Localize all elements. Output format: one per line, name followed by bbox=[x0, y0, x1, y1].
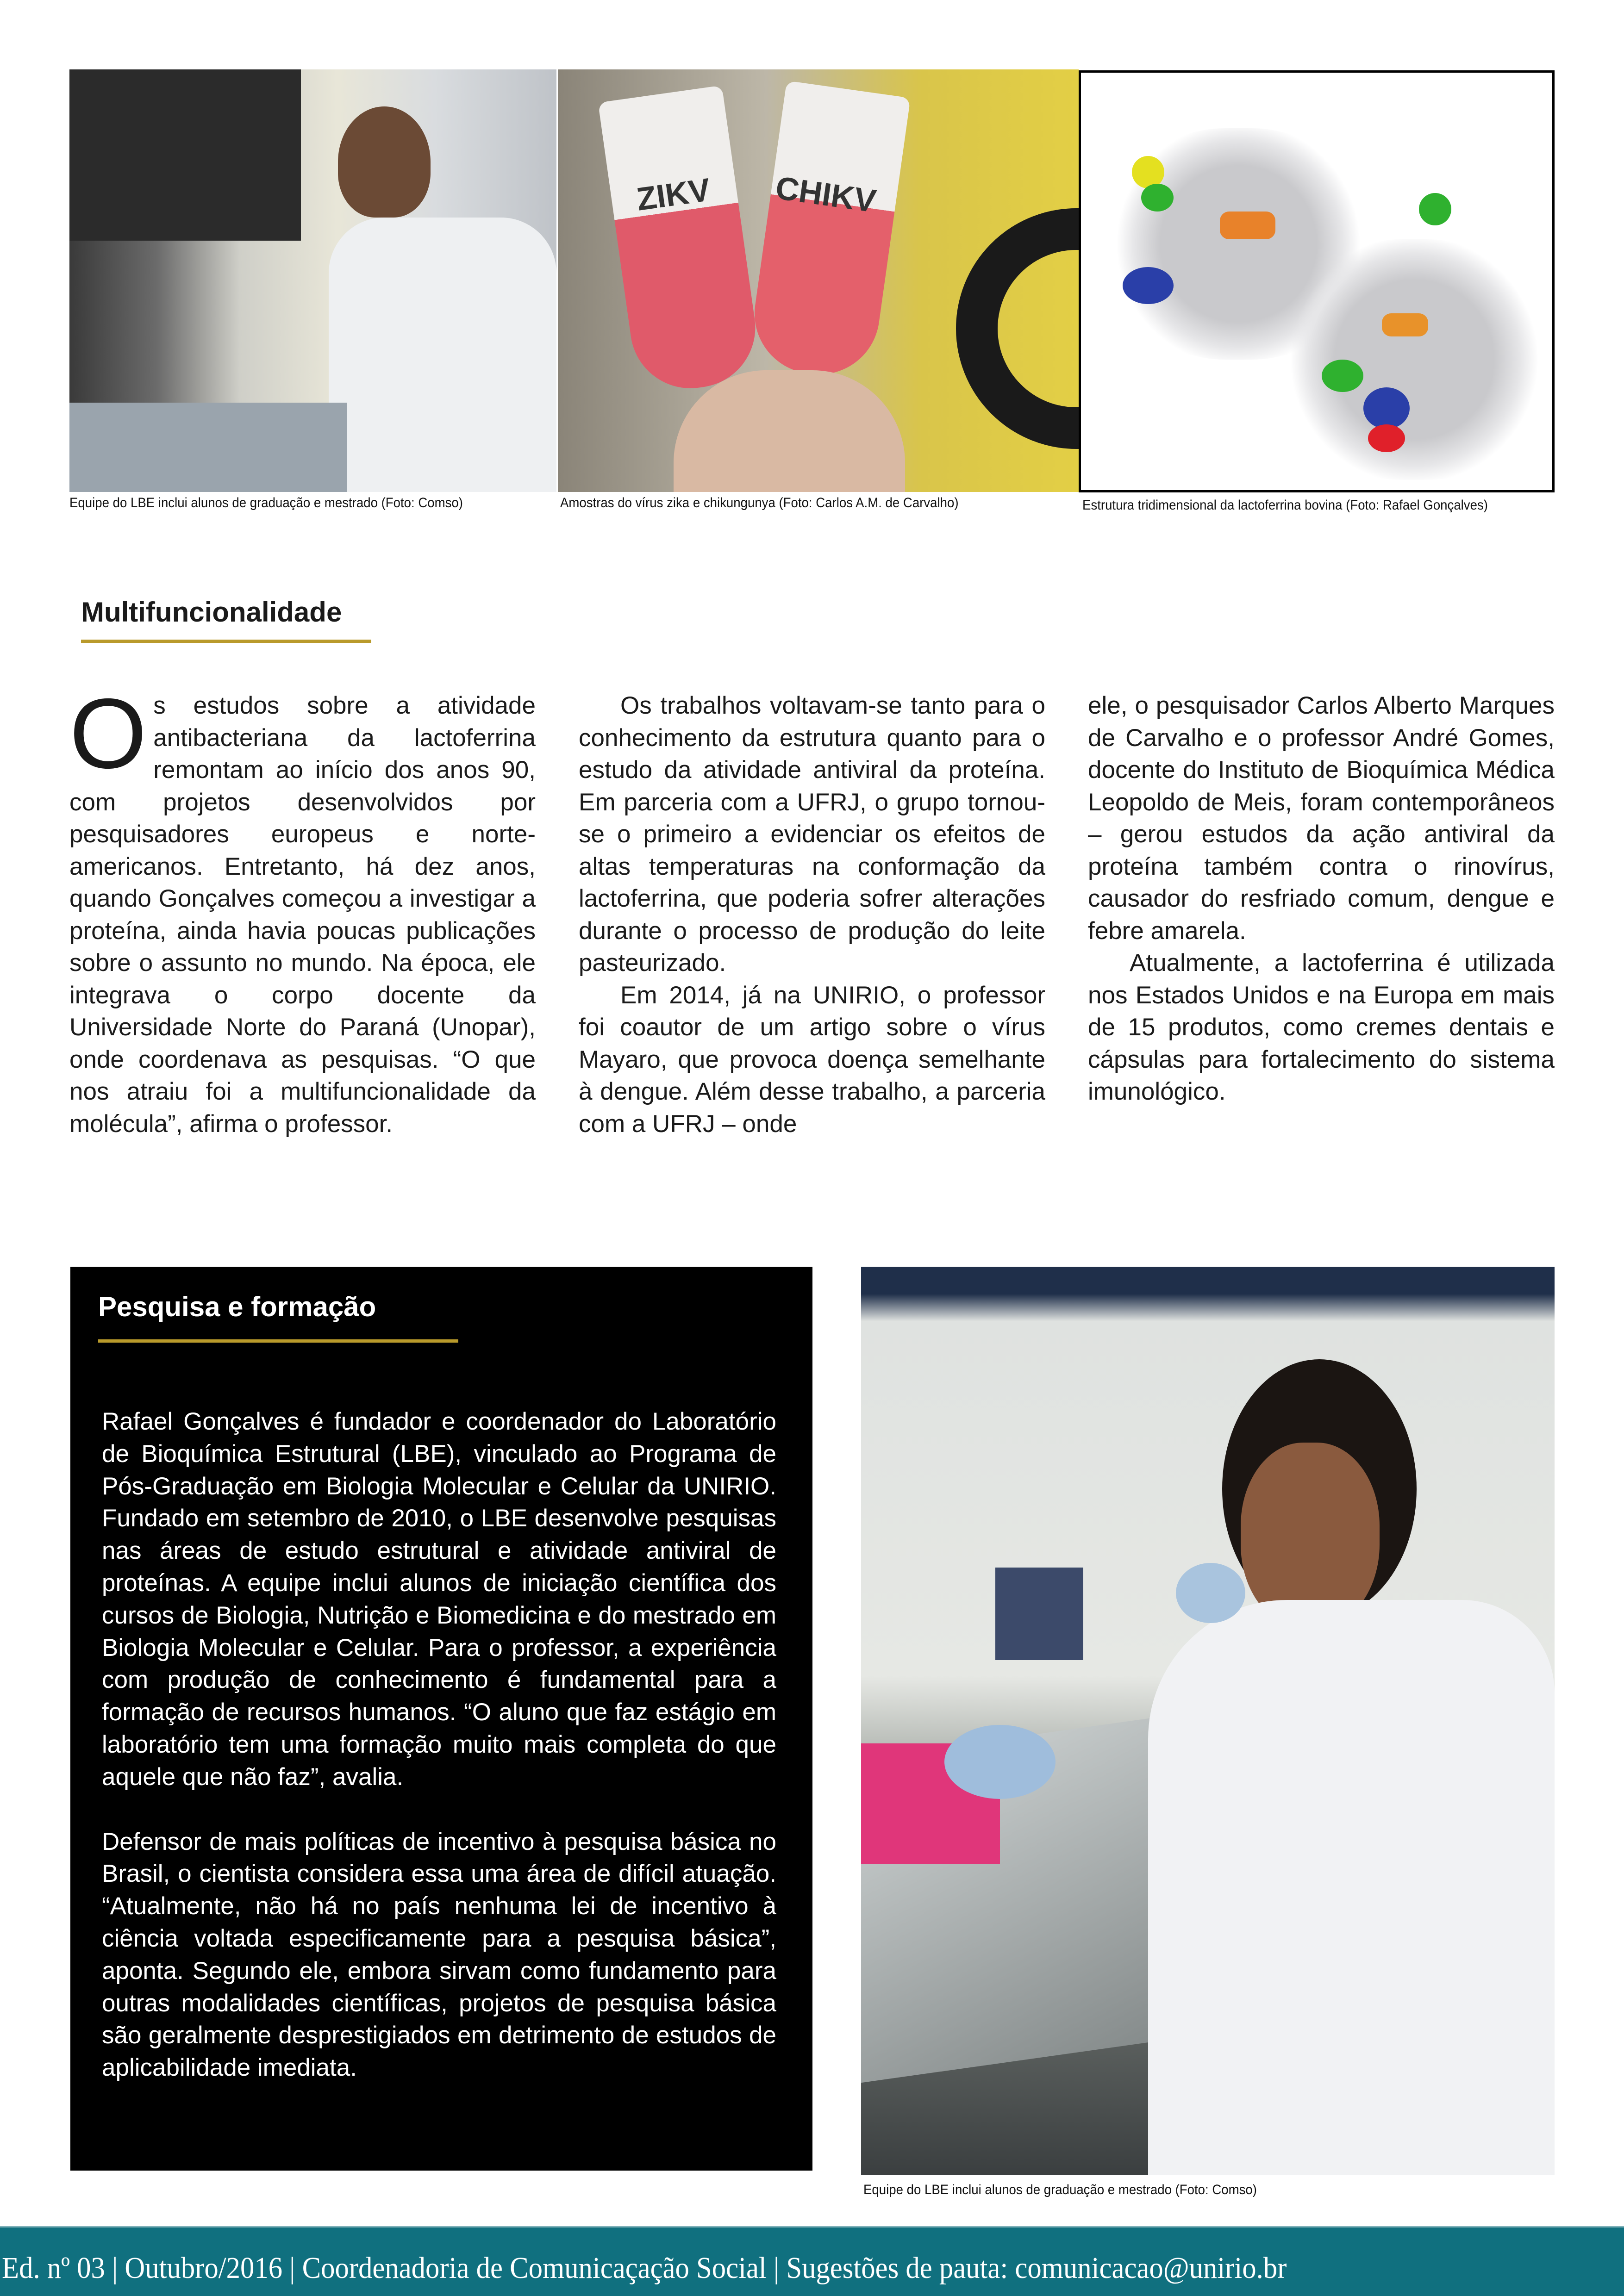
column-2-paragraph-2: Em 2014, já na UNIRIO, o professor foi coautor de um artigo sobre o vírus Mayaro, que provoca doença semelhante à dengue. Além desse trabalho, a parceria com a UFRJ – onde bbox=[579, 981, 1045, 1138]
footer-text: Ed. nº 03 | Outubro/2016 | Coordenadoria de Comunicaçação Social | Sugestões de pauta: comunicacao@unirio.br bbox=[2, 2251, 1287, 2285]
researcher-photo bbox=[861, 1267, 1555, 2175]
sidebar-heading-underline bbox=[98, 1339, 458, 1343]
sidebar-text bbox=[102, 1406, 776, 2084]
lab-team-caption: Equipe do LBE inclui alunos de graduação e mestrado (Foto: Comso) bbox=[69, 495, 463, 510]
sidebar-heading: Pesquisa e formação bbox=[98, 1291, 376, 1322]
article-column-2 bbox=[579, 690, 1045, 1140]
protein-structure-image bbox=[1079, 70, 1555, 492]
column-1-text: s estudos sobre a atividade antibacteriana da lactoferrina remontam ao início dos anos 90, com projetos desenvolvidos por pesquisadores europeus e norte-americanos. Entretanto, há dez anos, quando Gonçalves começou a investigar a proteína, ainda havia poucas publicações sobre o assunto no mundo. Na época, ele integrava o corpo docente da Universidade Norte do Paraná (Unopar), onde coordenava as pesquisas. “O que nos atraiu foi a multifuncionalidade da molécula”, afirma o professor. bbox=[69, 692, 536, 1138]
drop-cap: O bbox=[69, 678, 147, 789]
protein-structure-caption: Estrutura tridimensional da lactoferrina bovina (Foto: Rafael Gonçalves) bbox=[1082, 498, 1488, 513]
column-3-paragraph-1: ele, o pesquisador Carlos Alberto Marques de Carvalho e o professor André Gomes, docente do Instituto de Bioquímica Médica Leopoldo de Meis, foram contemporâneos – gerou estudos da ação antiviral da proteína também contra o rinovírus, causador do resfriado comum, dengue e febre amarela. bbox=[1088, 692, 1555, 945]
virus-samples-photo bbox=[558, 69, 1079, 492]
footer-bar bbox=[0, 2226, 1624, 2296]
virus-samples-caption: Amostras do vírus zika e chikungunya (Foto: Carlos A.M. de Carvalho) bbox=[560, 495, 959, 510]
sidebar-paragraph-2: Defensor de mais políticas de incentivo à pesquisa básica no Brasil, o cientista considera essa uma área de difícil atuação. “Atualmente, não há no país nenhuma lei de incentivo à ciência voltada especificamente para a pesquisa básica”, aponta. Segundo ele, embora sirvam como fundamento para outras modalidades científicas, projetos de pesquisa básica são geralmente desprestigiados em detrimento de estudos de aplicabilidade imediata. bbox=[102, 1828, 776, 2082]
lab-team-photo bbox=[69, 69, 556, 492]
heading-underline bbox=[81, 640, 371, 643]
tube-label-chikv: CHIKV bbox=[773, 169, 879, 219]
section-heading: Multifuncionalidade bbox=[81, 597, 342, 628]
column-2-paragraph-1: Os trabalhos voltavam-se tanto para o conhecimento da estrutura quanto para o estudo da atividade antiviral da proteína. Em parceria com a UFRJ, o grupo tornou-se o primeiro a evidenciar os efeitos de altas temperaturas na conformação da lactoferrina, que poderia sofrer alterações durante o processo de produção do leite pasteurizado. bbox=[579, 692, 1045, 977]
tube-label-zikv: ZIKV bbox=[634, 171, 713, 218]
article-column-1 bbox=[69, 678, 536, 1140]
sidebar-box bbox=[70, 1267, 812, 2171]
column-3-paragraph-2: Atualmente, a lactoferrina é utilizada nos Estados Unidos e na Europa em mais de 15 produtos, como cremes dentais e cápsulas para fortalecimento do sistema imunológico. bbox=[1088, 949, 1555, 1105]
article-column-3 bbox=[1088, 690, 1555, 1108]
researcher-caption: Equipe do LBE inclui alunos de graduação e mestrado (Foto: Comso) bbox=[863, 2182, 1257, 2197]
sidebar-paragraph-1: Rafael Gonçalves é fundador e coordenador do Laboratório de Bioquímica Estrutural (LBE), vinculado ao Programa de Pós-Graduação em Biologia Molecular e Celular da UNIRIO. Fundado em setembro de 2010, o LBE desenvolve pesquisas nas áreas de estudo estrutural e atividade antiviral de proteínas. A equipe inclui alunos de iniciação científica dos cursos de Biologia, Nutrição e Biomedicina e do mestrado em Biologia Molecular e Celular. Para o professor, a experiência com produção de conhecimento é fundamental para a formação de recursos humanos. “O aluno que faz estágio em laboratório tem uma formação muito mais completa do que aquele que não faz”, avalia. bbox=[102, 1408, 776, 1791]
